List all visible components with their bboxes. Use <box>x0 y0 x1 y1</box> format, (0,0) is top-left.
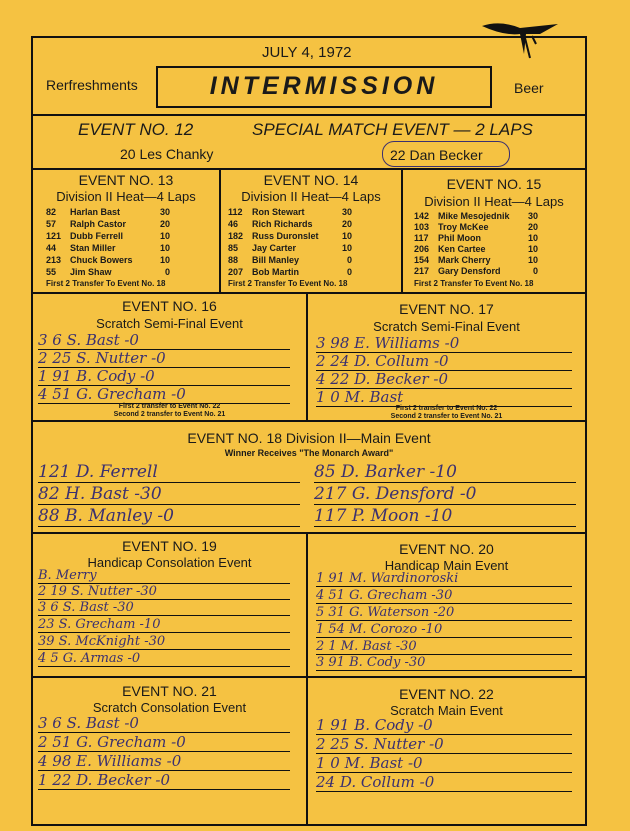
event22-title: EVENT NO. 22 <box>399 686 494 702</box>
event20-line: 3 91 B. Cody -30 <box>316 655 572 671</box>
heat-row: 82 Harlan Bast 30 <box>46 207 170 217</box>
event18-left-line: 82 H. Bast -30 <box>38 484 300 505</box>
event12-right-rider: 22 Dan Becker <box>390 147 483 163</box>
event16-note2: Second 2 transfer to Event No. 21 <box>113 411 226 418</box>
event16-note1: First 2 transfer to Event No. 22 <box>118 403 221 410</box>
heat-row: 154 Mark Cherry 10 <box>414 255 538 265</box>
event19-line: 4 5 G. Armas -0 <box>38 651 290 667</box>
heat15-note: First 2 Transfer To Event No. 18 <box>414 279 534 288</box>
event20-line: 5 31 G. Waterson -20 <box>316 605 572 621</box>
heat-row: 103 Troy McKee 20 <box>414 222 538 232</box>
heat-row: 117 Phil Moon 10 <box>414 233 538 243</box>
beer-label: Beer <box>514 80 544 96</box>
heat-row: 112 Ron Stewart 30 <box>228 207 352 217</box>
event19-line: 3 6 S. Bast -30 <box>38 600 290 616</box>
event18-title: EVENT NO. 18 Division II—Main Event <box>187 430 431 446</box>
heat-row: 213 Chuck Bowers 10 <box>46 255 170 265</box>
event20-title: EVENT NO. 20 <box>399 541 494 557</box>
event21-line: 1 22 D. Becker -0 <box>38 771 290 790</box>
event19-line: 2 19 S. Nutter -30 <box>38 584 290 600</box>
event19-sub: Handicap Consolation Event <box>87 555 252 570</box>
heat-row: 57 Ralph Castor 20 <box>46 219 170 229</box>
event19-line: B. Merry <box>38 568 290 584</box>
heat14-note: First 2 Transfer To Event No. 18 <box>228 279 348 288</box>
heat15-sub: Division II Heat—4 Laps <box>424 194 564 209</box>
event19-title: EVENT NO. 19 <box>122 538 217 554</box>
heat-row: 206 Ken Cartee 10 <box>414 244 538 254</box>
event17-note1: First 2 transfer to Event No. 22 <box>395 405 498 412</box>
heat-row: 121 Dubb Ferrell 10 <box>46 231 170 241</box>
date: JULY 4, 1972 <box>262 44 352 61</box>
event20-sub: Handicap Main Event <box>384 558 509 573</box>
heat-row: 182 Russ Duronslet 10 <box>228 231 352 241</box>
event21-line: 3 6 S. Bast -0 <box>38 714 290 733</box>
event17-line: 4 22 D. Becker -0 <box>316 370 572 389</box>
event12-title: EVENT NO. 12 <box>78 120 194 139</box>
event12-circle <box>382 141 510 167</box>
event21-line: 2 51 G. Grecham -0 <box>38 733 290 752</box>
heat-row: 85 Jay Carter 10 <box>228 243 352 253</box>
event22-line: 1 0 M. Bast -0 <box>316 754 572 773</box>
event21-sub: Scratch Consolation Event <box>92 700 247 715</box>
event17-title: EVENT NO. 17 <box>399 301 494 317</box>
heat13-sub: Division II Heat—4 Laps <box>56 189 196 204</box>
heat15-title: EVENT NO. 15 <box>446 176 542 192</box>
event18-left-line: 121 D. Ferrell <box>38 462 300 483</box>
event17-line: 3 98 E. Williams -0 <box>316 334 572 353</box>
heat13-note: First 2 Transfer To Event No. 18 <box>46 279 166 288</box>
event18-right-line: 117 P. Moon -10 <box>314 506 576 527</box>
event16-line: 4 51 G. Grecham -0 <box>38 385 290 404</box>
event16-line: 1 91 B. Cody -0 <box>38 367 290 386</box>
event17-sub: Scratch Semi-Final Event <box>373 319 520 334</box>
intermission-title: INTERMISSION <box>209 72 439 100</box>
event20-line: 1 91 M. Wardinoroski <box>316 571 572 587</box>
heat14-title: EVENT NO. 14 <box>263 172 359 188</box>
event20-line: 4 51 G. Grecham -30 <box>316 588 572 604</box>
event17-line: 1 0 M. Bast <box>316 388 572 407</box>
event22-line: 2 25 S. Nutter -0 <box>316 735 572 754</box>
event22-line: 24 D. Collum -0 <box>316 773 572 792</box>
event17-line: 2 24 D. Collum -0 <box>316 352 572 371</box>
event21-line: 4 98 E. Williams -0 <box>38 752 290 771</box>
event20-line: 1 54 M. Corozo -10 <box>316 622 572 638</box>
refreshments-label: Rerfreshments <box>46 77 138 93</box>
event16-sub: Scratch Semi-Final Event <box>96 316 243 331</box>
event17-note2: Second 2 transfer to Event No. 21 <box>390 413 503 420</box>
event22-line: 1 91 B. Cody -0 <box>316 716 572 735</box>
event12-left-rider: 20 Les Chanky <box>120 146 214 162</box>
event16-line: 3 6 S. Bast -0 <box>38 331 290 350</box>
heat-row: 46 Rich Richards 20 <box>228 219 352 229</box>
event21-title: EVENT NO. 21 <box>122 683 217 699</box>
event19-line: 23 S. Grecham -10 <box>38 617 290 633</box>
heat-row: 44 Stan Miller 10 <box>46 243 170 253</box>
event18-right-line: 217 G. Densford -0 <box>314 484 576 505</box>
heat-row: 207 Bob Martin 0 <box>228 267 352 277</box>
event18-left-line: 88 B. Manley -0 <box>38 506 300 527</box>
event19-line: 39 S. McKnight -30 <box>38 634 290 650</box>
heat-row: 142 Mike Mesojednik 30 <box>414 211 538 221</box>
heat-row: 55 Jim Shaw 0 <box>46 267 170 277</box>
event16-line: 2 25 S. Nutter -0 <box>38 349 290 368</box>
event18-winner: Winner Receives "The Monarch Award" <box>224 448 394 458</box>
event16-title: EVENT NO. 16 <box>122 298 217 314</box>
event20-line: 2 1 M. Bast -30 <box>316 639 572 655</box>
heat13-title: EVENT NO. 13 <box>78 172 174 188</box>
heat-row: 217 Gary Densford 0 <box>414 266 538 276</box>
event18-right-line: 85 D. Barker -10 <box>314 462 576 483</box>
event12-special: SPECIAL MATCH EVENT — 2 LAPS <box>252 120 533 139</box>
heat14-sub: Division II Heat—4 Laps <box>241 189 381 204</box>
event22-sub: Scratch Main Event <box>390 703 503 718</box>
heat-row: 88 Bill Manley 0 <box>228 255 352 265</box>
